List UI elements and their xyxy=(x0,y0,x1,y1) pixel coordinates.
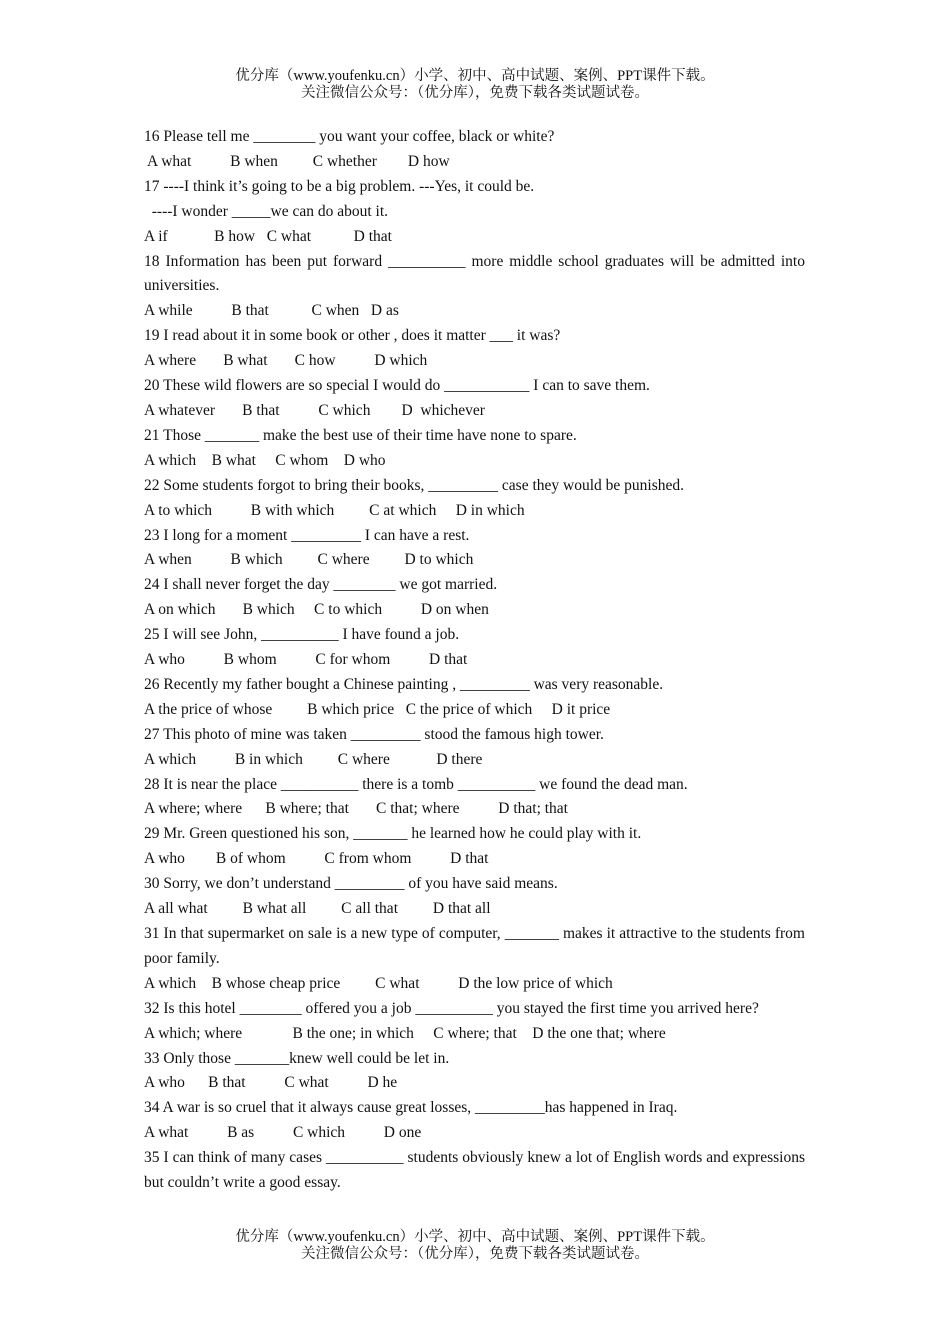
options-24: A on which B which C to which D on when xyxy=(144,601,489,619)
options-30: A all what B what all C all that D that all xyxy=(144,900,491,918)
question-22: 22 Some students forgot to bring their books, _________ case they would be punished. xyxy=(144,476,685,494)
question-28: 28 It is near the place __________ there is a tomb __________ we found the dead man. xyxy=(144,775,688,793)
question-16: 16 Please tell me ________ you want your coffee, black or white? xyxy=(144,128,555,145)
question-26: 26 Recently my father bought a Chinese painting , _________ was very reasonable. xyxy=(144,675,664,693)
question-25: 25 I will see John, __________ I have found a job. xyxy=(144,626,460,644)
options-26: A the price of whose B which price C the price of which D it price xyxy=(144,700,611,718)
options-18: A while B that C when D as xyxy=(144,302,399,320)
question-list xyxy=(144,125,805,1196)
question-20: 20 These wild flowers are so special I would do ___________ I can to save them. xyxy=(144,377,650,395)
question-34: 34 A war is so cruel that it always cause great losses, _________has happened in Iraq. xyxy=(144,1099,678,1117)
header-line-2: 关注微信公众号：（优分库），免费下载各类试题试卷。 xyxy=(301,85,649,101)
options-34: A what B as C which D one xyxy=(144,1124,422,1142)
question-32: 32 Is this hotel ________ offered you a job __________ you stayed the first time you arrived here? xyxy=(144,999,759,1017)
page-header xyxy=(0,68,950,102)
header-line-1: 优分库（www.youfenku.cn）小学、初中、高中试题、案例、PPT课件下载。 xyxy=(235,68,715,84)
options-27: A which B in which C where D there xyxy=(144,750,483,768)
page-footer xyxy=(0,1229,950,1263)
question-30: 30 Sorry, we don’t understand _________ of you have said means. xyxy=(144,875,558,893)
question-29: 29 Mr. Green questioned his son, _______ he learned how he could play with it. xyxy=(144,825,642,843)
question-27: 27 This photo of mine was taken _________ stood the famous high tower. xyxy=(144,725,604,743)
options-23: A when B which C where D to which xyxy=(144,551,474,569)
options-22: A to which B with which C at which D in which xyxy=(144,501,525,519)
options-28: A where; where B where; that C that; where D that; that xyxy=(144,800,568,818)
options-16: A what B when C whether D how xyxy=(144,152,450,170)
question-31: 31 In that supermarket on sale is a new type of computer, _______ makes it attractive to the students from poor family. xyxy=(144,925,805,967)
footer-line-1: 优分库（www.youfenku.cn）小学、初中、高中试题、案例、PPT课件下载。 xyxy=(235,1229,715,1245)
options-33: A who B that C what D he xyxy=(144,1074,398,1092)
options-21: A which B what C whom D who xyxy=(144,451,386,469)
options-32: A which; where B the one; in which C where; that D the one that; where xyxy=(144,1024,666,1042)
footer-line-2: 关注微信公众号：（优分库），免费下载各类试题试卷。 xyxy=(301,1246,649,1262)
question-33: 33 Only those _______knew well could be let in. xyxy=(144,1049,450,1067)
options-25: A who B whom C for whom D that xyxy=(144,651,468,669)
question-18: 18 Information has been put forward __________ more middle school graduates will be admitted into universities. xyxy=(144,252,805,295)
question-24: 24 I shall never forget the day ________ we got married. xyxy=(144,576,498,594)
options-31: A which B whose cheap price C what D the low price of which xyxy=(144,974,613,992)
question-35: 35 I can think of many cases __________ students obviously knew a lot of English words and expressions but couldn’t write a good essay. xyxy=(144,1149,805,1192)
options-20: A whatever B that C which D whichever xyxy=(144,401,485,419)
options-17: A if B how C what D that xyxy=(144,227,392,245)
question-17: 17 ----I think it’s going to be a big problem. ---Yes, it could be. xyxy=(144,177,535,195)
options-19: A where B what C how D which xyxy=(144,352,428,370)
question-21: 21 Those _______ make the best use of their time have none to spare. xyxy=(144,426,577,444)
question-19: 19 I read about it in some book or other , does it matter ___ it was? xyxy=(144,327,561,345)
question-23: 23 I long for a moment _________ I can have a rest. xyxy=(144,526,470,544)
options-29: A who B of whom C from whom D that xyxy=(144,850,489,868)
question-17-continued: ----I wonder _____we can do about it. xyxy=(144,202,389,220)
